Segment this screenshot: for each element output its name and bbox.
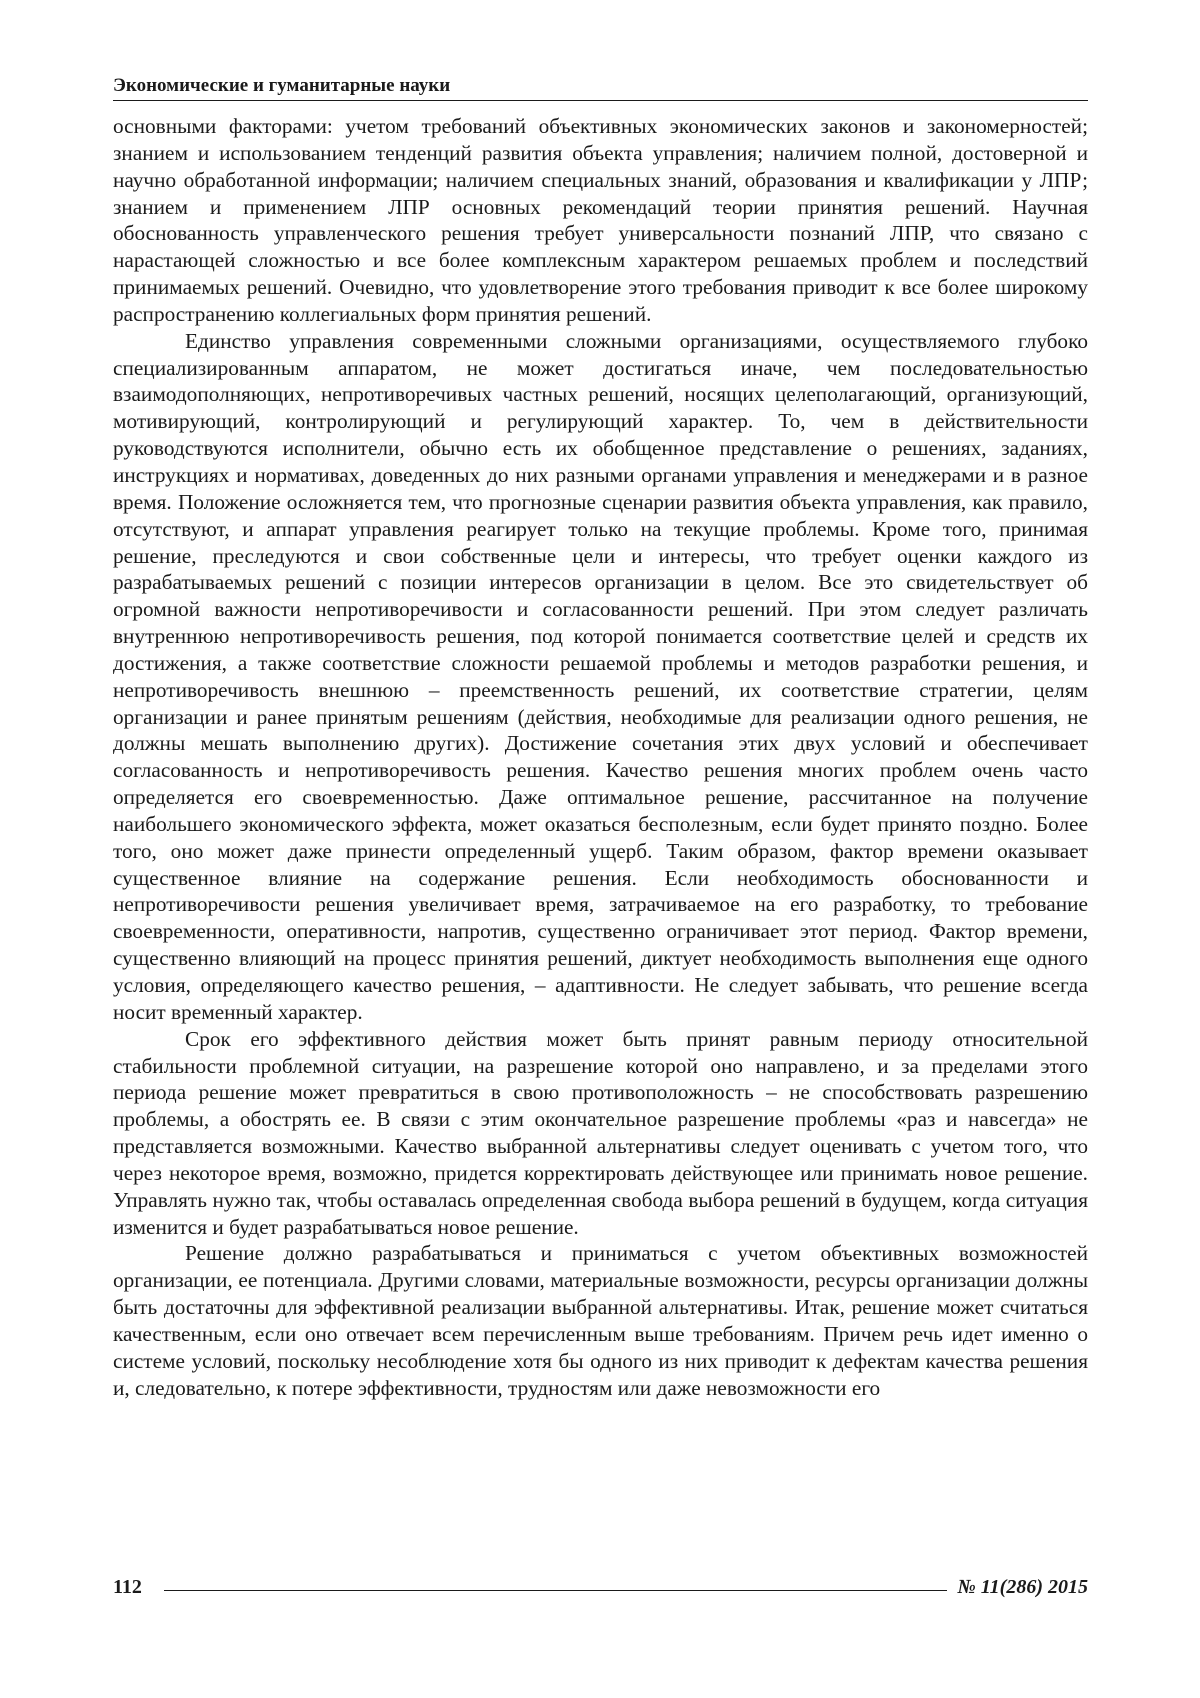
journal-section-title: Экономические и гуманитарные науки (113, 75, 450, 96)
article-body (113, 113, 1088, 1402)
paragraph: основными факторами: учетом требований объективных экономических законов и закономерностей; знанием и использованием тенденций развития объекта управления; наличием полной, достоверной и научно обработанной информации; наличием специальных знаний, образования и квалификации у ЛПР; знанием и применением ЛПР основных рекомендаций теории принятия решений. Научная обоснованность управленческого решения требует универсальности познаний ЛПР, что связано с нарастающей сложностью и все более комплексным характером решаемых проблем и последствий принимаемых решений. Очевидно, что удовлетворение этого требования приводит к все более широкому распространению коллегиальных форм принятия решений. (113, 113, 1088, 328)
issue-number: № 11(286) 2015 (957, 1576, 1088, 1599)
paragraph: Единство управления современными сложными организациями, осуществляемого глубоко специализированным аппаратом, не может достигаться иначе, чем последовательностью взаимодополняющих, непротиворечивых частных решений, носящих целеполагающий, организующий, мотивирующий, контролирующий и регулирующий характер. То, чем в действительности руководствуются исполнители, обычно есть их обобщенное представление о решениях, заданиях, инструкциях и нормативах, доведенных до них разными органами управления и менеджерами и в разное время. Положение осложняется тем, что прогнозные сценарии развития объекта управления, как правило, отсутствуют, и аппарат управления реагирует только на текущие проблемы. Кроме того, принимая решение, преследуются и свои собственные цели и интересы, что требует оценки каждого из разрабатываемых решений с позиции интересов организации в целом. Все это свидетельствует об огромной важности непротиворечивости и согласованности решений. При этом следует различать внутреннюю непротиворечивость решения, под которой понимается соответствие целей и средств их достижения, а также соответствие сложности решаемой проблемы и методов разработки решения, и непротиворечивость внешнюю – преемственность решений, их соответствие стратегии, целям организации и ранее принятым решениям (действия, необходимые для реализации одного решения, не должны мешать выполнению других). Достижение сочетания этих двух условий и обеспечивает согласованность и непротиворечивость решения. Качество решения многих проблем очень часто определяется его своевременностью. Даже оптимальное решение, рассчитанное на получение наибольшего экономического эффекта, может оказаться бесполезным, если будет принято поздно. Более того, оно может даже принести определенный ущерб. Таким образом, фактор времени оказывает существенное влияние на содержание решения. Если необходимость обоснованности и непротиворечивости решения увеличивает время, затрачиваемое на его разработку, то требование своевременности, оперативности, напротив, существенно ограничивает этот период. Фактор времени, существенно влияющий на процесс принятия решений, диктует необходимость выполнения еще одного условия, определяющего качество решения, – адаптивности. Не следует забывать, что решение всегда носит временный характер. (113, 328, 1088, 1026)
page-footer (113, 1573, 1088, 1601)
page-number: 112 (113, 1576, 142, 1599)
running-header (113, 74, 1088, 101)
paragraph: Срок его эффективного действия может быть принят равным периоду относительной стабильности проблемной ситуации, на разрешение которой оно направлено, и за пределами этого периода решение может превратиться в свою противоположность – не способствовать разрешению проблемы, а обострять ее. В связи с этим окончательное разрешение проблемы «раз и навсегда» не представляется возможными. Качество выбранной альтернативы следует оценивать с учетом того, что через некоторое время, возможно, придется корректировать действующее или принимать новое решение. Управлять нужно так, чтобы оставалась определенная свобода выбора решений в будущем, когда ситуация изменится и будет разрабатываться новое решение. (113, 1026, 1088, 1241)
footer-rule (164, 1590, 948, 1591)
paragraph: Решение должно разрабатываться и приниматься с учетом объективных возможностей организации, ее потенциала. Другими словами, материальные возможности, ресурсы организации должны быть достаточны для эффективной реализации выбранной альтернативы. Итак, решение может считаться качественным, если оно отвечает всем перечисленным выше требованиям. Причем речь идет именно о системе условий, поскольку несоблюдение хотя бы одного из них приводит к дефектам качества решения и, следовательно, к потере эффективности, трудностям или даже невозможности его (113, 1240, 1088, 1401)
journal-page (0, 0, 1200, 1698)
